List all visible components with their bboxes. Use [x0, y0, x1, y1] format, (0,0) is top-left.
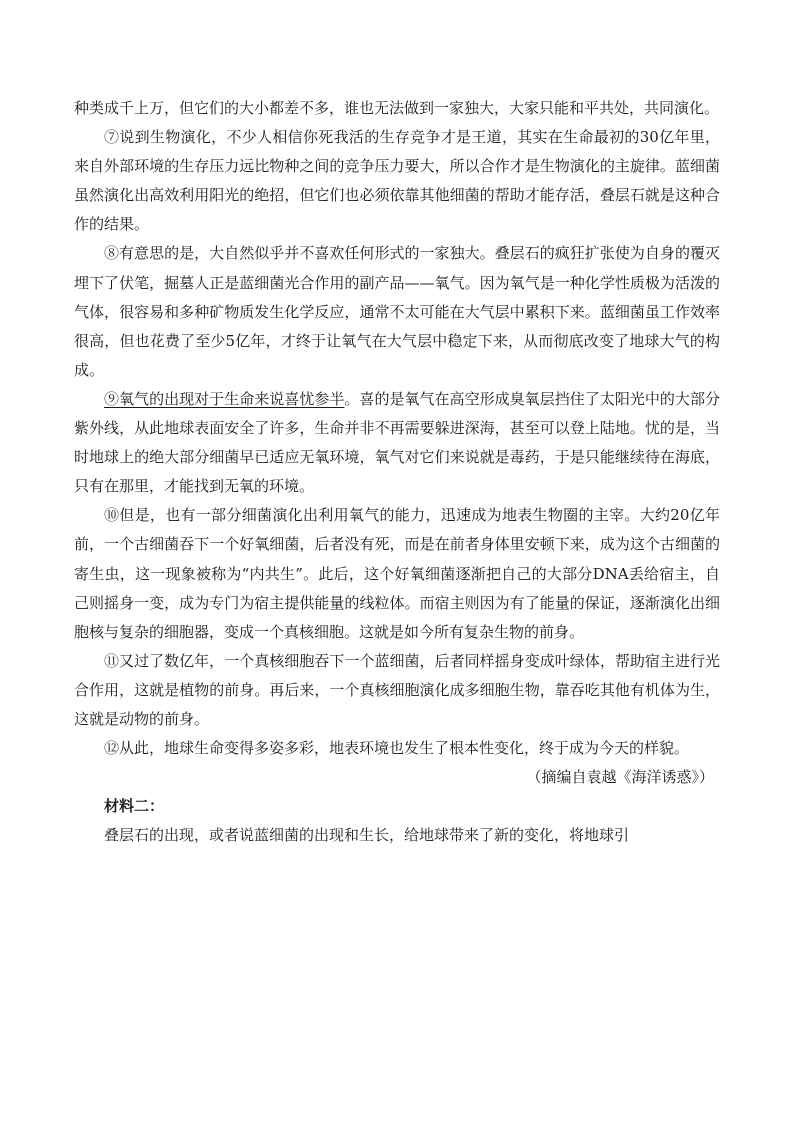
paragraph-7: ⑦说到生物演化，不少人相信你死我活的生存竞争才是王道，其实在生命最初的30亿年里，来自外部环境的生存压力远比物种之间的竞争压力要大，所以合作才是生物演化的主旋律。蓝细菌虽然演化出高效利用阳光的绝招，但它们也必须依靠其他细菌的帮助才能存活，叠层石就是这种合作的结果。 [74, 128, 720, 234]
paragraph-9-underlined-sentence: ⑨氧气的出现对于生命来说喜忧参半 [104, 389, 345, 408]
paragraph-8: ⑧有意思的是，大自然似乎并不喜欢任何形式的一家独大。叠层石的疯狂扩张使为自身的覆灭埋下了伏笔，掘墓人正是蓝细菌光合作用的副产品——氧气。因为氧气是一种化学性质极为活泼的气体，很容易和多种矿物质发生化学反应，通常不太可能在大气层中累积下来。蓝细菌虽工作效率很高，但也花费了至少5亿年，才终于让氧气在大气层中稳定下来，从而彻底改变了地球大气的构成。 [74, 244, 720, 379]
paragraph-10: ⑩但是，也有一部分细菌演化出利用氧气的能力，迅速成为地表生物圈的主宰。大约20亿年前，一个古细菌吞下一个好氧细菌，后者没有死，而是在前者身体里安顿下来，成为这个古细菌的寄生虫，这一现象被称为“内共生”。此后，这个好氧细菌逐渐把自己的大部分DNA丢给宿主，自己则摇身一变，成为专门为宿主提供能量的线粒体。而宿主则因为有了能量的保证，逐渐演化出细胞核与复杂的细胞器，变成一个真核细胞。这就是如今所有复杂生物的前身。 [74, 506, 720, 641]
paragraph-6-tail: 种类成千上万，但它们的大小都差不多，谁也无法做到一家独大，大家只能和平共处，共同演化。 [74, 99, 720, 117]
paragraph-9 [74, 385, 720, 501]
paragraph-12: ⑫从此，地球生命变得多姿多彩，地表环境也发生了根本性变化，终于成为今天的样貌。 [104, 739, 690, 758]
article-body [74, 94, 720, 850]
material-two-paragraph-1: 叠层石的出现，或者说蓝细菌的出现和生长，给地球带来了新的变化，将地球引 [104, 826, 630, 845]
material-two-heading: 材料二： [104, 797, 165, 816]
paragraph-11: ⑪又过了数亿年，一个真核细胞吞下一个蓝细菌，后者同样摇身变成叶绿体，帮助宿主进行光合作用，这就是植物的前身。再后来，一个真核细胞演化成多细胞生物，靠吞吃其他有机体为生，这就是动物的前身。 [74, 651, 720, 728]
paragraph-9-rest: 。喜的是氧气在高空形成臭氧层挡住了太阳光中的大部分紫外线，从此地球表面安全了许多，生命并非不再需要躲进深海，甚至可以登上陆地。忧的是，当时地球上的绝大部分细菌早已适应无氧环境，氧气对它们来说就是毒药，于是只能继续待在海底，只有在那里，才能找到无氧的环境。 [74, 389, 720, 496]
source-citation: （摘编自袁越《海洋诱惑》） [526, 768, 714, 787]
